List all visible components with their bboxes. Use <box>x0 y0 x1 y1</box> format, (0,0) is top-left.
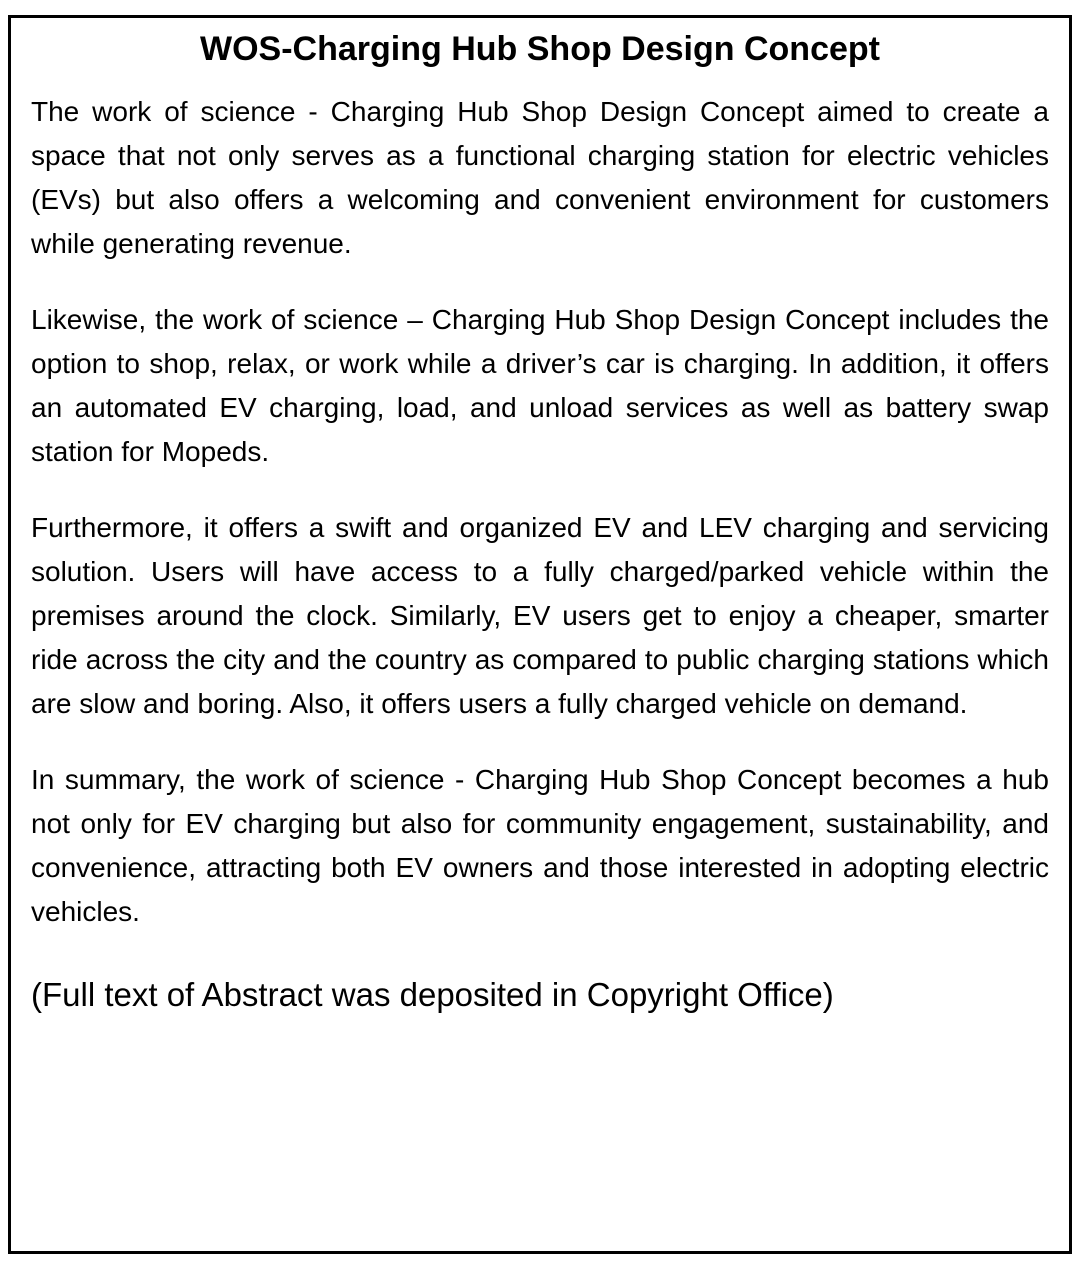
document-title: WOS-Charging Hub Shop Design Concept <box>200 30 880 68</box>
copyright-deposit-note: (Full text of Abstract was deposited in Copyright Office) <box>31 976 834 1013</box>
abstract-border-frame <box>8 15 1072 1254</box>
paragraph-benefits: Furthermore, it offers a swift and organized EV and LEV charging and servicing solution. Users will have access to a fully charged/parked vehicle within the premises around the clock. Similarly, EV users get to enjoy a cheaper, smarter ride across the city and the country as compared to public charging stations which are slow and boring. Also, it offers users a fully charged vehicle on demand. <box>31 512 1049 719</box>
paragraph-overview: The work of science - Charging Hub Shop Design Concept aimed to create a space that not only serves as a functional charging station for electric vehicles (EVs) but also offers a welcoming and convenient environment for customers while generating revenue. <box>31 96 1049 259</box>
paragraph-services: Likewise, the work of science – Charging Hub Shop Design Concept includes the option to shop, relax, or work while a driver’s car is charging. In addition, it offers an automated EV charging, load, and unload services as well as battery swap station for Mopeds. <box>31 304 1049 467</box>
paragraph-summary: In summary, the work of science - Charging Hub Shop Concept becomes a hub not only for EV charging but also for community engagement, sustainability, and convenience, attracting both EV owners and those interested in adopting electric vehicles. <box>31 764 1049 927</box>
